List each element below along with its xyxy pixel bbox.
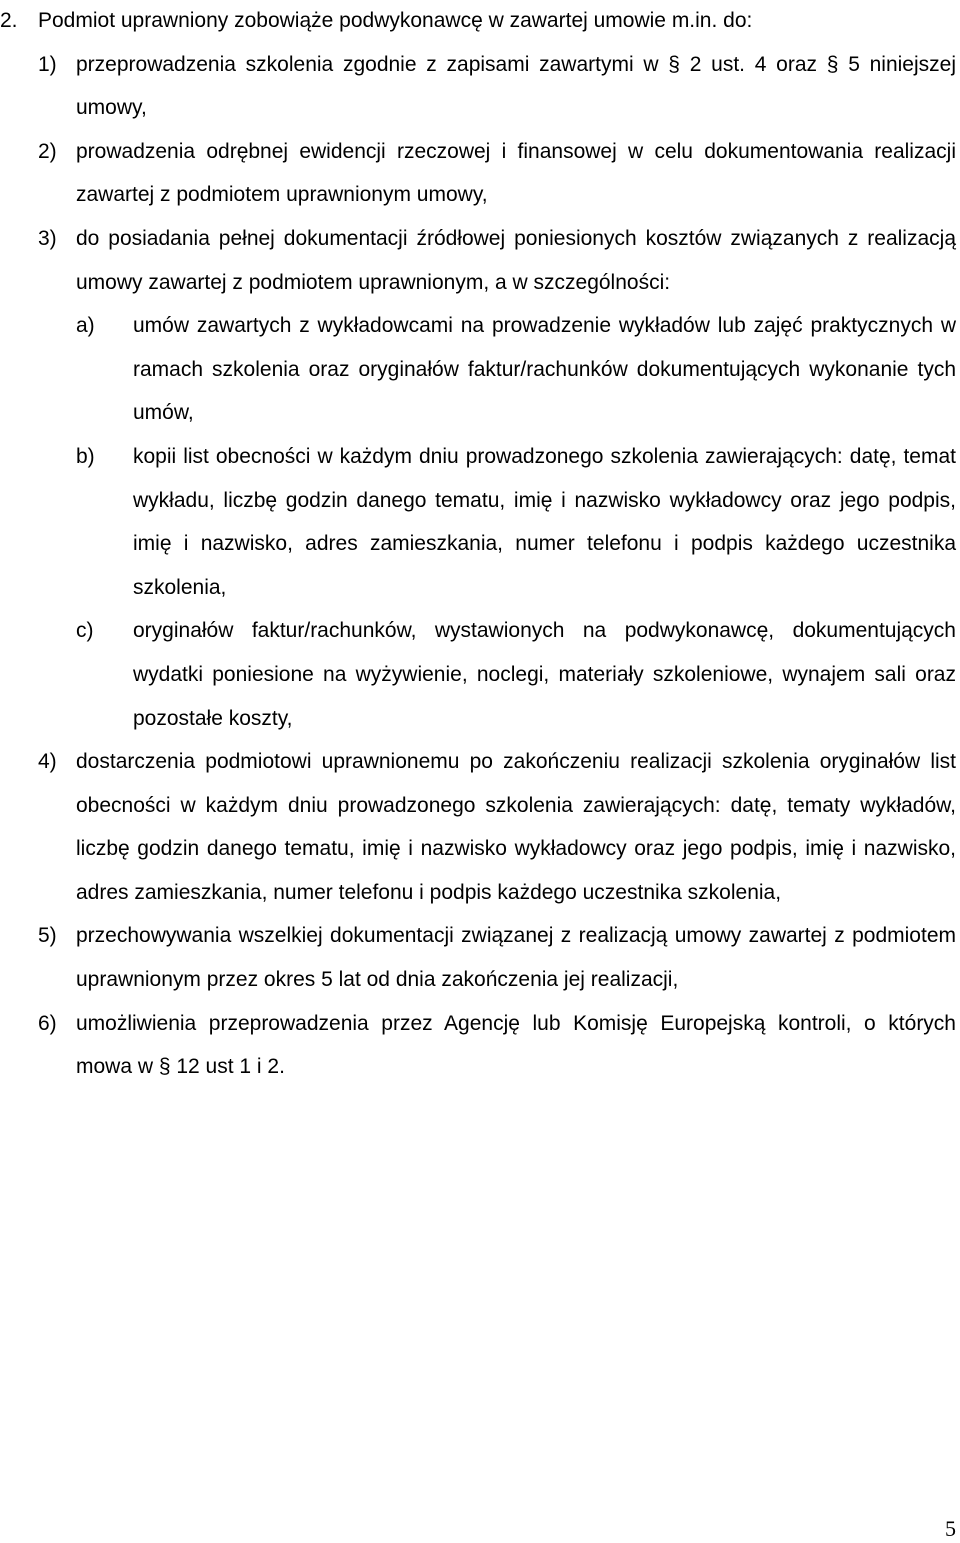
item-text: umożliwienia przeprowadzenia przez Agencję lub Komisję Europejską kontroli, o których mowa w § 12 ust 1 i 2. <box>76 1011 956 1079</box>
obligation-item-4 <box>0 740 960 914</box>
sub-item-letter: b) <box>76 444 95 468</box>
item-text: przeprowadzenia szkolenia zgodnie z zapisami zawartymi w § 2 ust. 4 oraz § 5 niniejszej umowy, <box>76 52 956 120</box>
sub-item-text: oryginałów faktur/rachunków, wystawionych na podwykonawcę, dokumentujących wydatki poniesione na wyżywienie, noclegi, materiały szkoleniowe, wynajem sali oraz pozostałe koszty, <box>133 619 956 730</box>
sub-item-text: kopii list obecności w każdym dniu prowadzonego szkolenia zawierających: datę, temat wykładu, liczbę godzin danego tematu, imię i nazwisko wykładowcy oraz jego podpis, imię i nazwisko, adres zamieszkania, numer telefonu i podpis każdego uczestnika szkolenia, <box>133 444 956 599</box>
sub-item-letter: c) <box>76 619 94 643</box>
obligation-item-2 <box>0 130 960 217</box>
sub-item-b <box>0 435 960 609</box>
sub-item-a <box>0 304 960 435</box>
page-number: 5 <box>945 1516 956 1541</box>
obligation-item-6 <box>0 1002 960 1089</box>
item-number: 6) <box>38 1011 57 1035</box>
section-2 <box>0 0 960 43</box>
item-number: 1) <box>38 52 57 76</box>
item-number: 2) <box>38 139 57 163</box>
obligation-item-3 <box>0 217 960 304</box>
item-text: do posiadania pełnej dokumentacji źródłowej poniesionych kosztów związanych z realizacją umowy zawartej z podmiotem uprawnionym, a w szczególności: <box>76 226 956 294</box>
section-number: 2. <box>0 9 18 32</box>
section-text: Podmiot uprawniony zobowiąże podwykonawcę w zawartej umowie m.in. do: <box>38 9 753 32</box>
obligation-item-5 <box>0 914 960 1001</box>
item-text: dostarczenia podmiotowi uprawnionemu po zakończeniu realizacji szkolenia oryginałów list obecności w każdym dniu prowadzonego szkolenia zawierających: datę, tematy wykładów, liczbę godzin danego tematu, imię i nazwisko wykładowcy oraz jego podpis, imię i nazwisko, adres zamieszkania, numer telefonu i podpis każdego uczestnika szkolenia, <box>76 750 956 904</box>
sub-item-letter: a) <box>76 314 95 338</box>
sub-item-text: umów zawartych z wykładowcami na prowadzenie wykładów lub zajęć praktycznych w ramach szkolenia oraz oryginałów faktur/rachunków dokumentujących wykonanie tych umów, <box>133 314 956 425</box>
item-number: 4) <box>38 750 57 774</box>
item-text: przechowywania wszelkiej dokumentacji związanej z realizacją umowy zawartej z podmiotem uprawnionym przez okres 5 lat od dnia zakończenia jej realizacji, <box>76 924 956 992</box>
item-text: prowadzenia odrębnej ewidencji rzeczowej i finansowej w celu dokumentowania realizacji zawartej z podmiotem uprawnionym umowy, <box>76 139 956 207</box>
obligation-item-1 <box>0 43 960 130</box>
sub-item-c <box>0 609 960 740</box>
item-number: 3) <box>38 226 57 250</box>
item-number: 5) <box>38 924 57 948</box>
